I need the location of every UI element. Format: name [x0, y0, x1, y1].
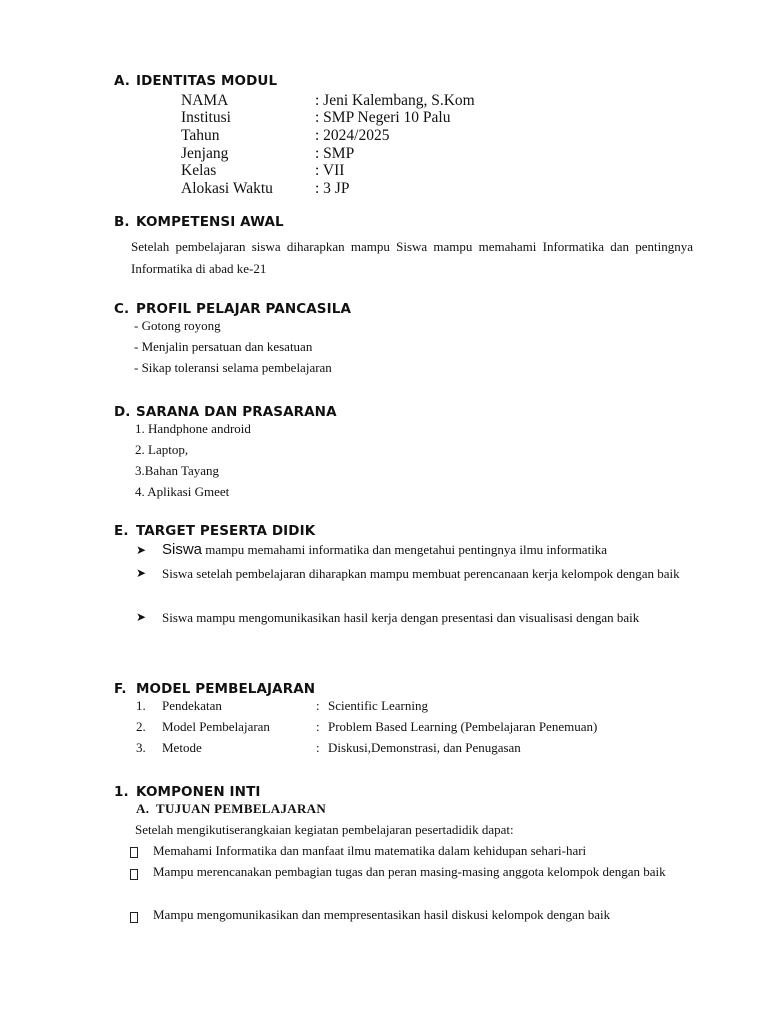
tujuan-intro: Setelah mengikutiserangkaian kegiatan pembelajaran pesertadidik dapat:: [135, 822, 514, 837]
model-row-key: Metode: [162, 740, 202, 755]
section-title: IDENTITAS MODUL: [136, 73, 278, 89]
identity-key: NAMA: [181, 92, 229, 109]
section-number: C.: [114, 301, 130, 317]
profil-item: - Gotong royong: [134, 318, 221, 333]
subsection-title: TUJUAN PEMBELAJARAN: [156, 801, 327, 816]
target-item-3: Siswa mampu mengomunikasikan hasil kerja dengan presentasi dan visualisasi dengan baik: [162, 610, 640, 625]
section-heading-kompetensi: [114, 214, 284, 230]
identity-value: : SMP Negeri 10 Palu: [315, 109, 451, 126]
identity-value: : Jeni Kalembang, S.Kom: [315, 92, 475, 109]
model-row-number: 3.: [136, 740, 146, 755]
section-heading-target: [114, 523, 315, 539]
identity-row-institusi: [181, 109, 450, 127]
model-row-model-pembelajaran: [136, 719, 597, 735]
identity-value: : 3 JP: [315, 180, 350, 197]
target-item-rest: mampu memahami informatika dan mengetahui pentingnya ilmu informatika: [202, 542, 608, 557]
section-number: E.: [114, 523, 129, 539]
arrow-bullet-icon: ➤: [136, 543, 147, 557]
identity-key: Alokasi Waktu: [181, 180, 273, 197]
identity-value: : 2024/2025: [315, 127, 390, 144]
section-title: SARANA DAN PRASARANA: [136, 404, 337, 420]
section-title: PROFIL PELAJAR PANCASILA: [136, 301, 351, 317]
identity-row-nama: [181, 92, 475, 110]
subsection-number: A.: [136, 801, 150, 816]
kompetensi-paragraph: Setelah pembelajaran siswa diharapkan mampu Siswa mampu memahami Informatika dan pentingnya Informatika di abad ke-21: [131, 239, 693, 276]
box-bullet-icon: [130, 912, 138, 923]
section-number: D.: [114, 404, 131, 420]
section-number: F.: [114, 681, 127, 697]
sarana-item: 1. Handphone android: [135, 421, 251, 436]
arrow-bullet-icon: ➤: [136, 610, 147, 624]
sarana-item: 4. Aplikasi Gmeet: [135, 484, 230, 499]
arrow-bullet-icon: ➤: [136, 566, 147, 580]
model-row-colon: :: [316, 740, 320, 755]
section-heading-identitas: [114, 73, 277, 89]
model-row-value: Diskusi,Demonstrasi, dan Penugasan: [328, 740, 521, 755]
tujuan-item: Memahami Informatika dan manfaat ilmu matematika dalam kehidupan sehari-hari: [153, 843, 587, 858]
identity-value: : VII: [315, 162, 345, 179]
section-heading-komponen-inti: [114, 784, 261, 800]
model-row-colon: :: [316, 719, 320, 734]
sarana-item: 2. Laptop,: [135, 442, 189, 457]
model-row-number: 1.: [136, 698, 146, 713]
identity-value: : SMP: [315, 145, 355, 162]
section-heading-profil: [114, 301, 351, 317]
sarana-item: 3.Bahan Tayang: [135, 463, 220, 478]
section-number: B.: [114, 214, 130, 230]
section-number: A.: [114, 73, 131, 89]
tujuan-item: Mampu merencanakan pembagian tugas dan peran masing-masing anggota kelompok dengan baik: [153, 864, 666, 879]
model-row-colon: :: [316, 698, 320, 713]
model-row-value: Scientific Learning: [328, 698, 428, 713]
section-title: TARGET PESERTA DIDIK: [136, 523, 316, 539]
section-title: KOMPONEN INTI: [136, 784, 261, 800]
target-item-1: [162, 541, 607, 558]
section-number: 1.: [114, 784, 129, 800]
identity-key: Tahun: [181, 127, 220, 144]
model-row-metode: [136, 740, 521, 756]
identity-row-tahun: [181, 127, 390, 145]
identity-key: Jenjang: [181, 145, 229, 162]
identity-key: Institusi: [181, 109, 231, 126]
box-bullet-icon: [130, 847, 138, 858]
section-heading-sarana: [114, 404, 337, 420]
section-title: MODEL PEMBELAJARAN: [136, 681, 316, 697]
model-row-value: Problem Based Learning (Pembelajaran Penemuan): [328, 719, 598, 734]
section-heading-model: [114, 681, 315, 697]
profil-item: - Sikap toleransi selama pembelajaran: [134, 360, 332, 375]
identity-row-jenjang: [181, 145, 354, 163]
model-row-number: 2.: [136, 719, 146, 734]
target-item-2: Siswa setelah pembelajaran diharapkan mampu membuat perencanaan kerja kelompok dengan baik: [162, 566, 680, 581]
identity-row-alokasi-waktu: [181, 180, 349, 198]
profil-item: - Menjalin persatuan dan kesatuan: [134, 339, 313, 354]
identity-row-kelas: [181, 162, 344, 180]
box-bullet-icon: [130, 869, 138, 880]
tujuan-item: Mampu mengomunikasikan dan mempresentasikan hasil diskusi kelompok dengan baik: [153, 907, 611, 922]
subsection-heading-tujuan: [136, 801, 326, 817]
target-item-lead: Siswa: [162, 541, 203, 558]
section-title: KOMPETENSI AWAL: [136, 214, 284, 230]
model-row-key: Pendekatan: [162, 698, 222, 713]
model-row-pendekatan: [136, 698, 428, 714]
model-row-key: Model Pembelajaran: [162, 719, 270, 734]
identity-key: Kelas: [181, 162, 217, 179]
